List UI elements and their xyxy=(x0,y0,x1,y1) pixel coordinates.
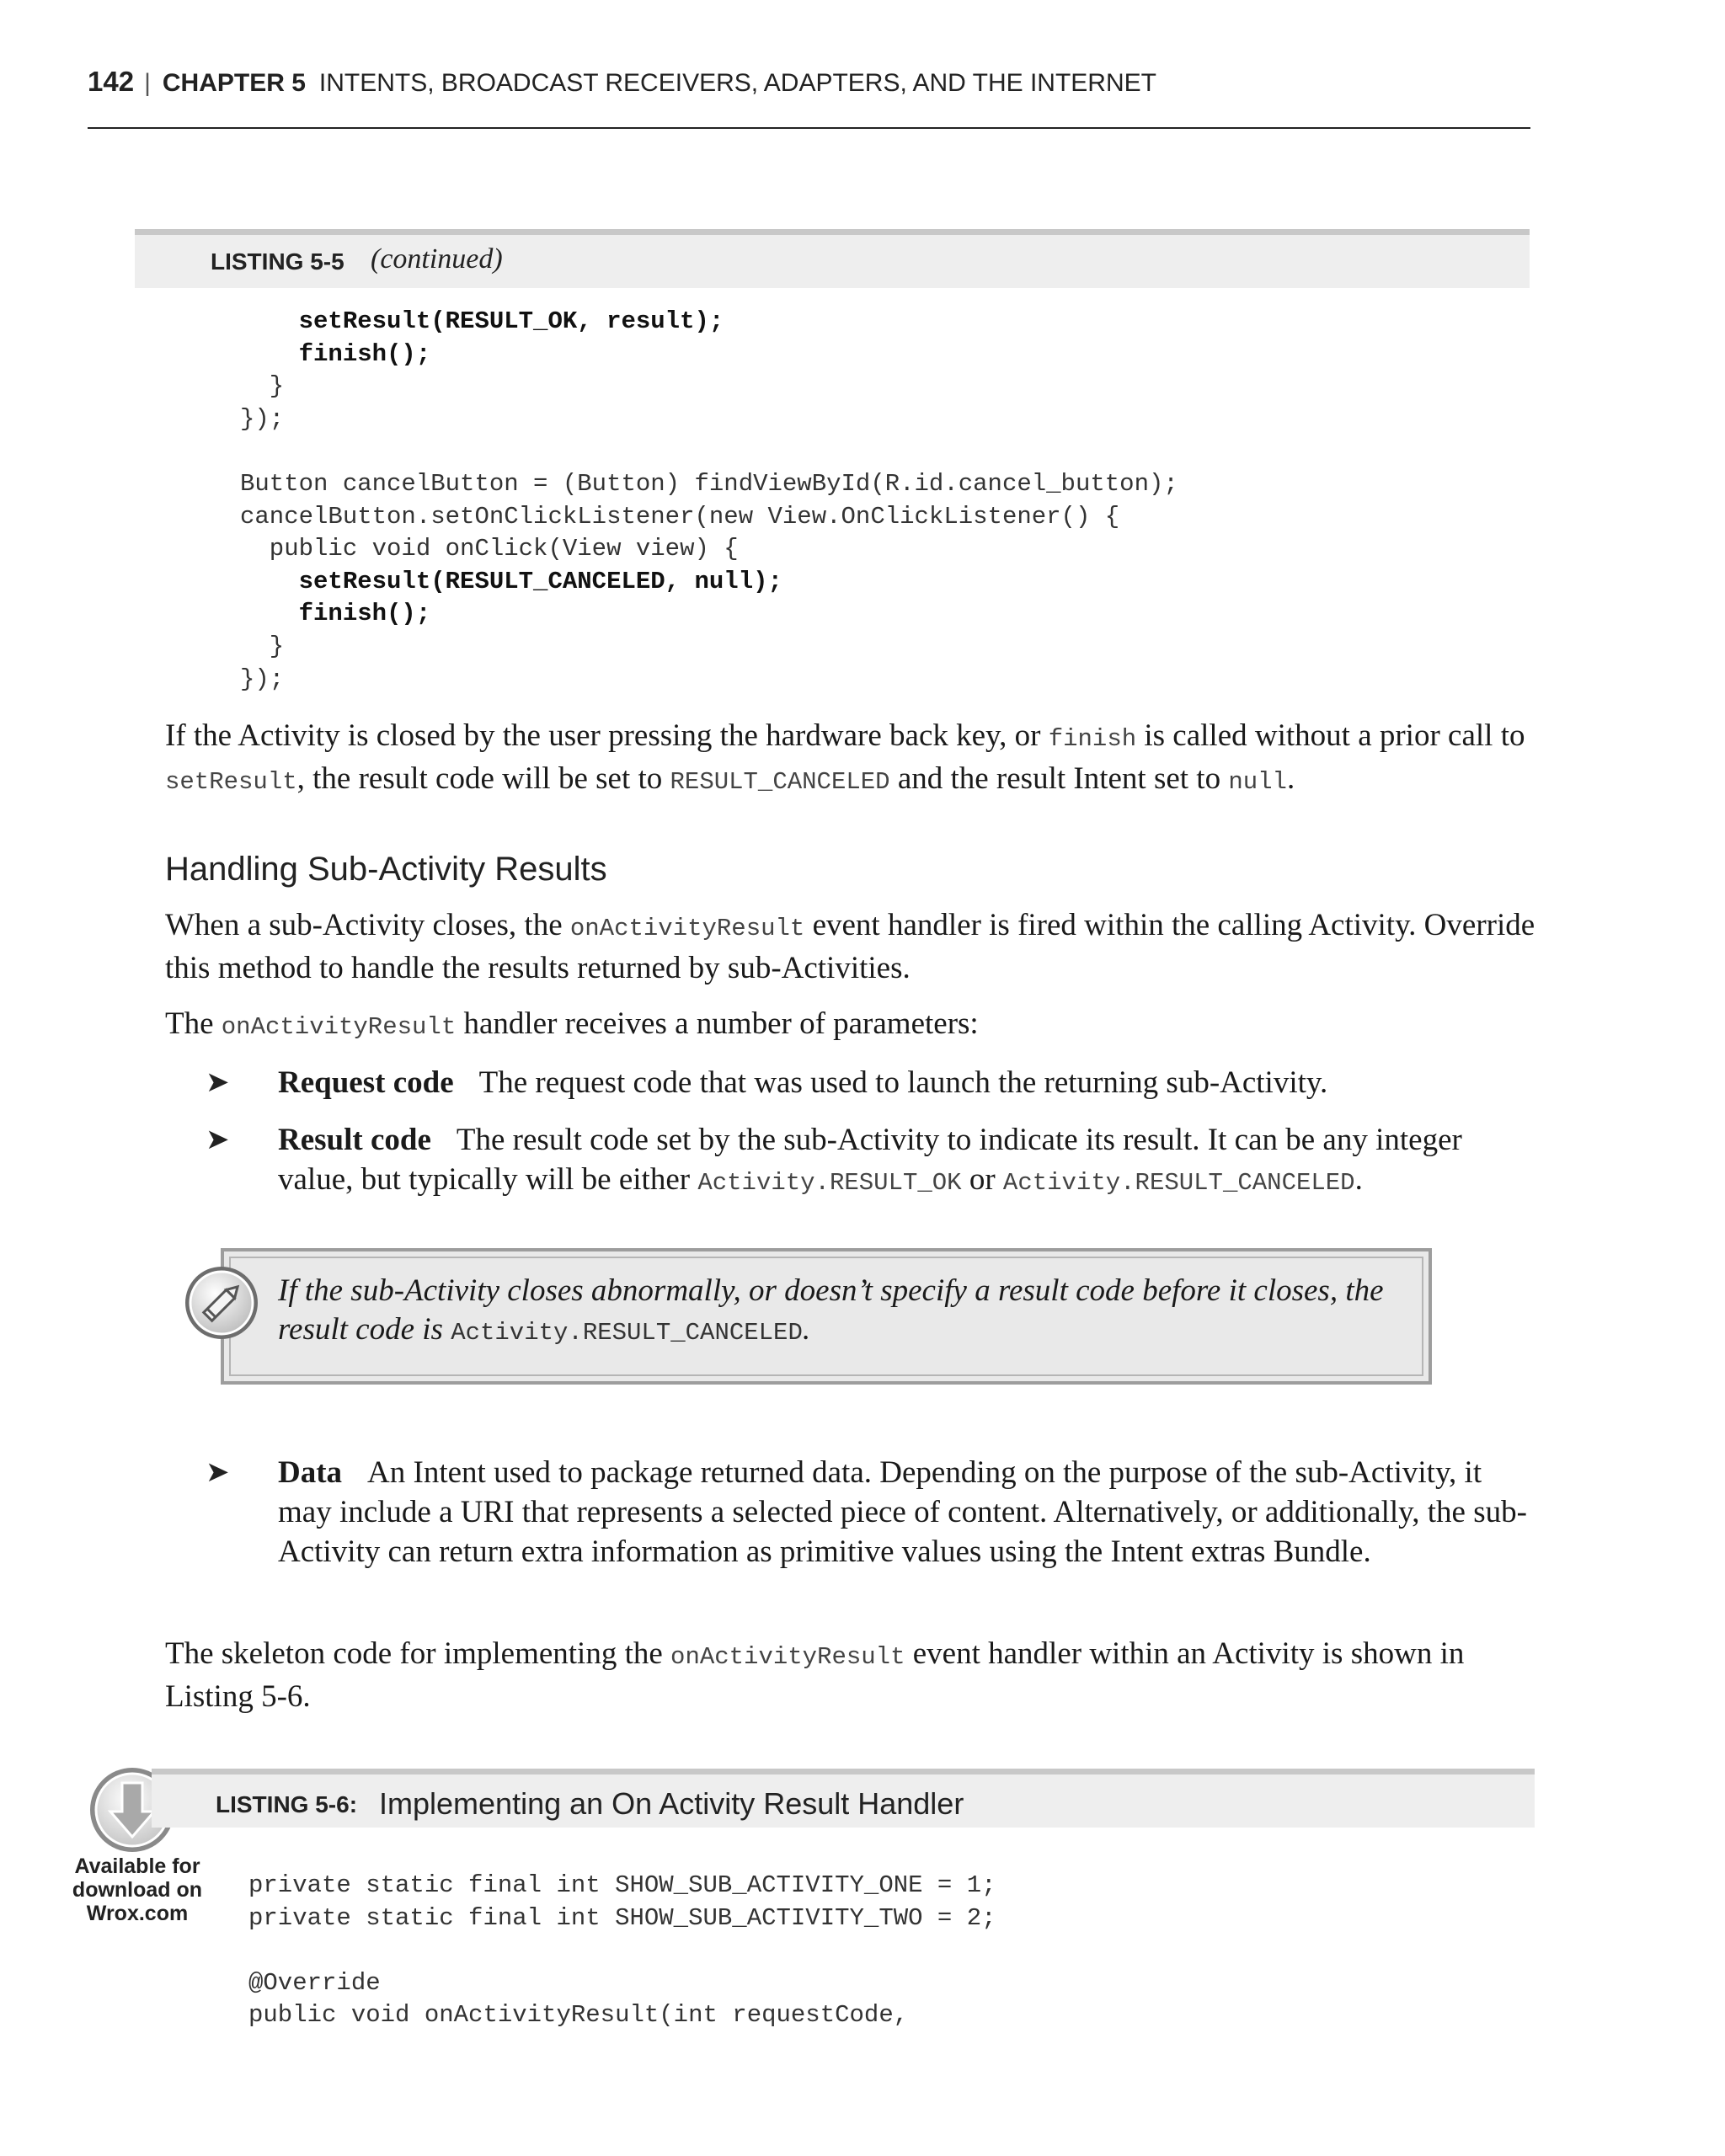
download-line: download on xyxy=(72,1878,203,1902)
body-paragraph xyxy=(165,1004,1538,1047)
body-paragraph xyxy=(165,1634,1538,1716)
body-paragraph xyxy=(165,716,1538,802)
section-heading: Handling Sub-Activity Results xyxy=(165,851,607,888)
inline-code: Activity.RESULT_CANCELED xyxy=(451,1319,803,1347)
code-line: private static final int SHOW_SUB_ACTIVITY_TWO = 2; xyxy=(248,1903,996,1932)
listing-continued: (continued) xyxy=(371,243,503,275)
code-listing xyxy=(240,306,1178,696)
term-label: Data xyxy=(278,1455,343,1490)
term-label: Result code xyxy=(278,1123,431,1157)
listing-label: LISTING 5-5 xyxy=(211,248,344,275)
code-line: @Override xyxy=(248,1968,381,1997)
list-item xyxy=(206,1453,1587,1613)
term-description: An Intent used to package returned data. Depending on the purpose of the sub-Activity, it may include a URI that represents a selected piece of content. Alternatively, or additionally, the sub-Activity can return extra information as primitive values using the Intent extras Bundle. xyxy=(278,1455,1527,1569)
code-line: Button cancelButton = (Button) findViewById(R.id.cancel_button); xyxy=(240,469,1178,498)
inline-code: Activity.RESULT_CANCELED xyxy=(1002,1169,1355,1197)
term-label: Request code xyxy=(278,1065,454,1100)
chapter-label: CHAPTER 5 xyxy=(162,69,306,97)
code-line: private static final int SHOW_SUB_ACTIVITY_ONE = 1; xyxy=(248,1871,996,1899)
inline-code: onActivityResult xyxy=(221,1013,457,1041)
text-run: event handler is fired within the calling Activity. Override this method to handle the results returned by sub-Activities. xyxy=(165,908,1535,985)
text-run: When a sub-Activity closes, the xyxy=(165,908,570,942)
inline-code: setResult xyxy=(165,768,297,796)
body-paragraph xyxy=(165,905,1538,988)
text-run: . xyxy=(802,1312,811,1347)
running-header xyxy=(88,66,1528,104)
text-run: . xyxy=(1354,1162,1363,1197)
text-run: The skeleton code for implementing the xyxy=(165,1636,671,1671)
listing-header xyxy=(152,1769,1535,1828)
code-line: }); xyxy=(240,404,285,433)
text-run: If the sub-Activity closes abnormally, or doesn’t specify a result code before it closes, the result code is xyxy=(278,1273,1384,1347)
download-label xyxy=(66,1854,209,1925)
code-line: public void onClick(View view) { xyxy=(240,535,739,563)
bullet-arrow-icon: ➤ xyxy=(206,1124,230,1155)
text-run: and the result Intent set to xyxy=(889,761,1229,796)
text-run: The xyxy=(165,1006,222,1041)
chapter-title: INTENTS, BROADCAST RECEIVERS, ADAPTERS, AND THE INTERNET xyxy=(318,69,1156,97)
text-run: is called without a prior call to xyxy=(1136,718,1525,753)
inline-code: Activity.RESULT_OK xyxy=(697,1169,962,1197)
note-text xyxy=(278,1272,1398,1353)
term-description: The request code that was used to launch the returning sub-Activity. xyxy=(478,1065,1328,1100)
code-line: } xyxy=(240,372,285,401)
bullet-arrow-icon: ➤ xyxy=(206,1457,230,1488)
inline-code: RESULT_CANCELED xyxy=(670,768,890,796)
inline-code: finish xyxy=(1048,725,1137,753)
pencil-icon xyxy=(182,1263,261,1342)
code-listing xyxy=(248,1870,996,2032)
term-description: The result code set by the sub-Activity to indicate its result. It can be any integer value, but typically will be either xyxy=(278,1123,1462,1197)
text-run: If the Activity is closed by the user pressing the hardware back key, or xyxy=(165,718,1049,753)
text-run: , the result code will be set to xyxy=(296,761,670,796)
listing-header xyxy=(135,229,1530,288)
listing-label: LISTING 5-6: xyxy=(216,1791,358,1817)
text-run: handler receives a number of parameters: xyxy=(456,1006,979,1041)
code-line: }); xyxy=(240,664,285,693)
code-line: finish(); xyxy=(240,339,431,368)
download-line: Wrox.com xyxy=(86,1902,189,1925)
listing-title: Implementing an On Activity Result Handler xyxy=(379,1786,964,1821)
code-line: setResult(RESULT_OK, result); xyxy=(240,307,724,335)
code-line: public void onActivityResult(int requestCode, xyxy=(248,2001,909,2030)
code-line: setResult(RESULT_CANCELED, null); xyxy=(240,567,782,595)
list-item xyxy=(206,1120,1587,1204)
text-run: . xyxy=(1286,761,1295,796)
bullet-arrow-icon: ➤ xyxy=(206,1067,230,1098)
page-number: 142 xyxy=(88,66,135,97)
text-run: event handler within an Activity is shown in Listing 5-6. xyxy=(165,1636,1465,1714)
inline-code: onActivityResult xyxy=(670,1643,905,1671)
header-rule xyxy=(88,127,1530,129)
code-line: } xyxy=(240,632,285,660)
code-line: finish(); xyxy=(240,600,431,628)
download-line: Available for xyxy=(74,1854,200,1878)
inline-code: null xyxy=(1228,768,1287,796)
text-run: or xyxy=(961,1162,1003,1197)
inline-code: onActivityResult xyxy=(569,915,805,942)
list-item xyxy=(206,1063,1587,1105)
header-separator: | xyxy=(144,69,151,97)
code-line: cancelButton.setOnClickListener(new View.OnClickListener() { xyxy=(240,502,1120,531)
